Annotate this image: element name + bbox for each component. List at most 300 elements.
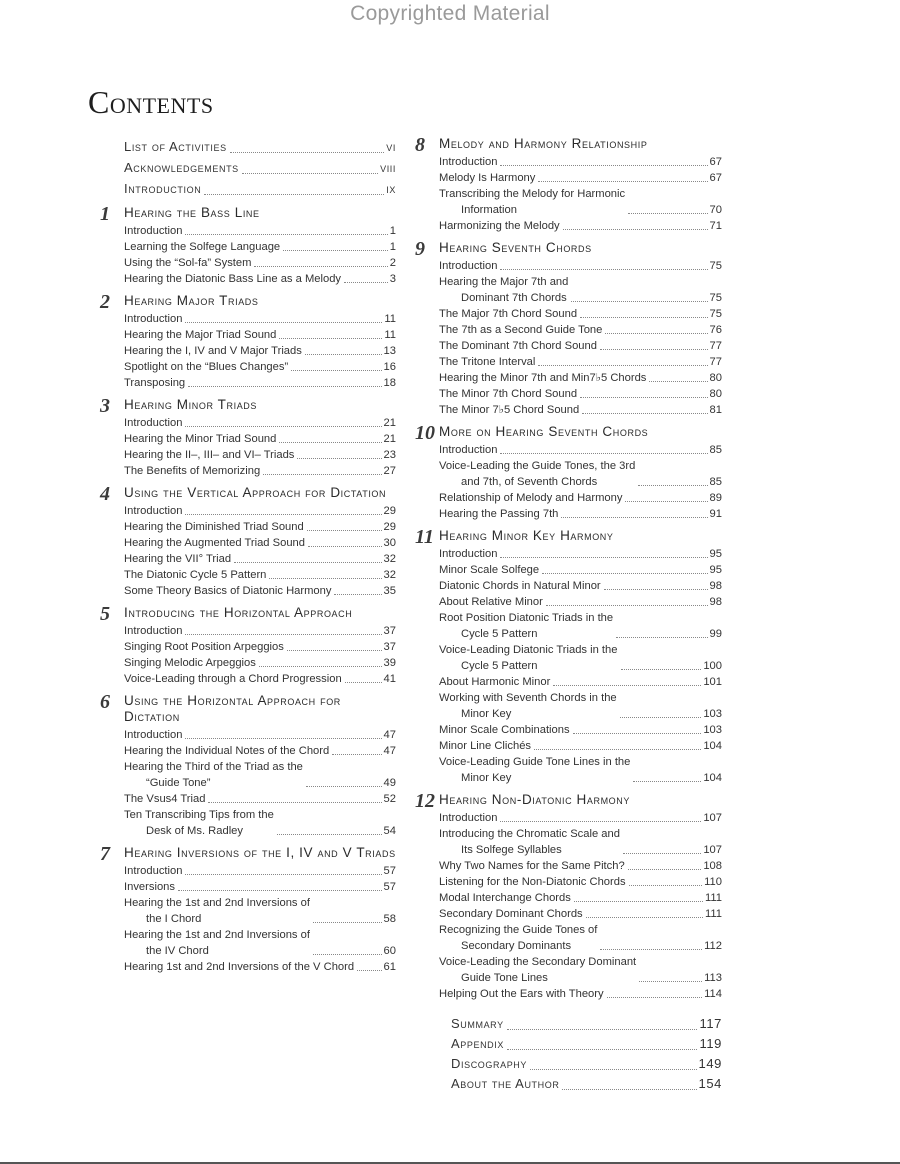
entry-page: 57 [383, 881, 396, 893]
entry-title: Summary [451, 1016, 504, 1031]
entry-page: 114 [704, 988, 722, 1000]
toc-entry[interactable] [124, 415, 396, 431]
dot-leader [500, 821, 701, 822]
toc-right-column [415, 136, 722, 1094]
dot-leader [571, 301, 707, 302]
dot-leader [553, 685, 701, 686]
dot-leader [507, 1049, 697, 1050]
entry-title: Hearing the II–, III– and VI– Triads [124, 449, 295, 461]
entry-page: 95 [709, 548, 722, 560]
dot-leader [344, 282, 388, 283]
entry-title: Hearing the Minor Triad Sound [124, 433, 277, 445]
entry-title: The Minor 7th Chord Sound [439, 388, 578, 400]
toc-entry[interactable] [124, 519, 396, 535]
dot-leader [283, 250, 388, 251]
entry-title: The Major 7th Chord Sound [439, 308, 578, 320]
dot-leader [563, 229, 708, 230]
entry-title: Hearing the Major Triad Sound [124, 329, 277, 341]
toc-entry[interactable] [439, 386, 722, 402]
entry-page: 13 [383, 345, 396, 357]
entry-title: Voice-Leading Guide Tone Lines in the Minor Key [439, 756, 631, 784]
entry-page: 29 [383, 521, 396, 533]
watermark: Copyrighted Material [350, 2, 550, 25]
dot-leader [305, 354, 382, 355]
entry-title: Introduction [439, 156, 498, 168]
dot-leader [345, 682, 382, 683]
entry-page: 76 [709, 324, 722, 336]
entry-title: Hearing the Individual Notes of the Chord [124, 745, 330, 757]
toc-entry[interactable] [439, 922, 722, 954]
dot-leader [623, 853, 701, 854]
dot-leader [500, 269, 707, 270]
entry-title: Why Two Names for the Same Pitch? [439, 860, 625, 872]
entry-page: 75 [709, 292, 722, 304]
entry-title: Voice-Leading through a Chord Progression [124, 673, 342, 685]
toc-entry[interactable] [124, 343, 396, 359]
entry-page: 67 [709, 172, 722, 184]
entry-page: 80 [709, 388, 722, 400]
dot-leader [561, 517, 707, 518]
chapter-12 [415, 792, 722, 1002]
toc-entry[interactable] [124, 463, 396, 479]
entry-page: 98 [709, 580, 722, 592]
entry-page: 99 [709, 628, 722, 640]
chapter-number: 1 [100, 203, 110, 225]
entry-page: 47 [383, 729, 396, 741]
toc-entry[interactable] [451, 1074, 722, 1094]
toc-entry[interactable] [124, 255, 396, 271]
entry-title: Hearing the Minor 7th and Min7♭5 Chords [439, 372, 647, 384]
entry-page: 104 [703, 740, 722, 752]
entry-title: Voice-Leading the Guide Tones, the 3rd and 7th, of Seventh Chords [439, 460, 636, 488]
toc-entry[interactable] [124, 583, 396, 599]
entry-title: Transcribing the Melody for Harmonic Information [439, 188, 626, 216]
entry-title: Hearing the VII° Triad [124, 553, 232, 565]
chapter-1 [100, 205, 396, 287]
entry-page: 52 [383, 793, 396, 805]
entry-title: Introduction [439, 444, 498, 456]
entry-page: 11 [384, 313, 396, 325]
dot-leader [562, 1089, 696, 1090]
toc-entry[interactable] [124, 791, 396, 807]
entry-page: 107 [703, 844, 722, 856]
toc-left-column [100, 136, 396, 981]
toc-entry[interactable] [439, 442, 722, 458]
dot-leader [582, 413, 707, 414]
dot-leader [530, 1069, 697, 1070]
toc-entry[interactable] [439, 986, 722, 1002]
toc-entry[interactable] [124, 271, 396, 287]
dot-leader [600, 349, 708, 350]
entry-title: Helping Out the Ears with Theory [439, 988, 604, 1000]
dot-leader [259, 666, 382, 667]
toc-entry[interactable] [439, 578, 722, 594]
entry-page: 101 [703, 676, 722, 688]
chapter-number: 11 [415, 526, 434, 548]
chapter-title[interactable]: Hearing Inversions of the I, IV and V Triads [124, 845, 396, 860]
dot-leader [188, 386, 381, 387]
toc-entry[interactable] [439, 170, 722, 186]
dot-leader [538, 365, 707, 366]
entry-page: 70 [709, 204, 722, 216]
entry-title: About Harmonic Minor [439, 676, 551, 688]
toc-entry[interactable] [439, 218, 722, 234]
entry-page: 71 [709, 220, 722, 232]
entry-title: Harmonizing the Melody [439, 220, 560, 232]
toc-entry[interactable] [124, 639, 396, 655]
toc-entry[interactable] [124, 431, 396, 447]
chapter-title[interactable]: Hearing Non-Diatonic Harmony [439, 792, 630, 807]
entry-page: 67 [709, 156, 722, 168]
entry-page: viii [380, 160, 396, 175]
chapter-title[interactable]: Melody and Harmony Relationship [439, 136, 648, 151]
toc-entry[interactable] [124, 863, 396, 879]
entry-title: Minor Line Clichés [439, 740, 532, 752]
dot-leader [507, 1029, 698, 1030]
toc-entry[interactable] [124, 359, 396, 375]
entry-title: Voice-Leading the Secondary Dominant Guide Tone Lines [439, 956, 637, 984]
toc-entry[interactable] [124, 136, 396, 157]
dot-leader [357, 970, 381, 971]
toc-entry[interactable] [124, 551, 396, 567]
entry-title: Spotlight on the “Blues Changes” [124, 361, 289, 373]
dot-leader [616, 637, 707, 638]
chapter-number: 9 [415, 238, 425, 260]
dot-leader [185, 514, 381, 515]
entry-page: 113 [704, 972, 722, 984]
toc-entry[interactable] [124, 178, 396, 199]
dot-leader [242, 173, 378, 174]
dot-leader [500, 453, 707, 454]
toc-entry[interactable] [124, 239, 396, 255]
entry-page: 117 [699, 1016, 722, 1031]
toc-entry[interactable] [451, 1054, 722, 1074]
entry-title: Introduction [439, 548, 498, 560]
right-chapters [415, 136, 722, 1002]
toc-entry[interactable] [439, 490, 722, 506]
dot-leader [625, 501, 707, 502]
toc-entry[interactable] [439, 322, 722, 338]
toc-entry[interactable] [124, 535, 396, 551]
entry-page: 58 [383, 913, 396, 925]
left-chapters [100, 205, 396, 975]
toc-entry[interactable] [439, 826, 722, 858]
entry-page: 75 [709, 308, 722, 320]
toc-entry[interactable] [124, 623, 396, 639]
entry-title: Hearing the I, IV and V Major Triads [124, 345, 302, 357]
chapter-2 [100, 293, 396, 391]
entry-page: 103 [703, 724, 722, 736]
toc-entry[interactable] [124, 375, 396, 391]
entry-page: 89 [709, 492, 722, 504]
entry-page: 80 [709, 372, 722, 384]
chapter-title[interactable]: Introducing the Horizontal Approach [124, 605, 353, 620]
toc-entry[interactable] [439, 354, 722, 370]
entry-page: 29 [383, 505, 396, 517]
entry-title: Singing Melodic Arpeggios [124, 657, 256, 669]
entry-page: 37 [383, 625, 396, 637]
entry-title: The Dominant 7th Chord Sound [439, 340, 597, 352]
dot-leader [234, 562, 381, 563]
entry-title: Transposing [124, 377, 186, 389]
entry-page: 54 [383, 825, 396, 837]
chapter-9 [415, 240, 722, 418]
dot-leader [291, 370, 381, 371]
chapter-number: 6 [100, 691, 110, 713]
dot-leader [308, 546, 382, 547]
entry-page: 75 [709, 260, 722, 272]
dot-leader [185, 738, 381, 739]
entry-page: 32 [383, 553, 396, 565]
entry-page: 16 [383, 361, 396, 373]
entry-page: 112 [704, 940, 722, 952]
toc-entry[interactable] [124, 223, 396, 239]
toc-entry[interactable] [439, 370, 722, 386]
entry-page: 37 [383, 641, 396, 653]
dot-leader [633, 781, 701, 782]
entry-title: Introduction [439, 260, 498, 272]
toc-entry[interactable] [124, 807, 396, 839]
toc-entry[interactable] [439, 338, 722, 354]
toc-entry[interactable] [124, 157, 396, 178]
entry-title: Inversions [124, 881, 175, 893]
entry-title: Hearing the Diminished Triad Sound [124, 521, 304, 533]
entry-page: 98 [709, 596, 722, 608]
dot-leader [607, 997, 703, 998]
toc-entry[interactable] [124, 327, 396, 343]
entry-title: Root Position Diatonic Triads in the Cycle 5 Pattern [439, 612, 614, 640]
dot-leader [542, 573, 707, 574]
dot-leader [279, 442, 381, 443]
toc-entry[interactable] [439, 458, 722, 490]
toc-entry[interactable] [451, 1014, 722, 1034]
entry-page: 11 [384, 329, 396, 341]
toc-entry[interactable] [124, 759, 396, 791]
entry-title: Learning the Solfege Language [124, 241, 281, 253]
dot-leader [573, 733, 702, 734]
entry-title: Introduction [124, 417, 183, 429]
toc-entry[interactable] [439, 506, 722, 522]
entry-page: 21 [383, 417, 396, 429]
entry-page: 107 [703, 812, 722, 824]
page-title: Contents [88, 84, 214, 120]
chapter-title[interactable]: More on Hearing Seventh Chords [439, 424, 649, 439]
front-matter [124, 136, 396, 199]
entry-page: 91 [709, 508, 722, 520]
entry-page: 149 [698, 1056, 722, 1071]
toc-entry[interactable] [124, 447, 396, 463]
dot-leader [639, 981, 702, 982]
chapter-title[interactable]: Using the Horizontal Approach for Dictation [124, 693, 341, 724]
dot-leader [185, 322, 382, 323]
dot-leader [638, 485, 707, 486]
toc-entry[interactable] [439, 738, 722, 754]
chapter-number: 2 [100, 291, 110, 313]
entry-title: Singing Root Position Arpeggios [124, 641, 284, 653]
entry-page: 1 [389, 225, 396, 237]
toc-entry[interactable] [439, 186, 722, 218]
entry-title: Secondary Dominant Chords [439, 908, 583, 920]
chapter-title[interactable]: Hearing Seventh Chords [439, 240, 592, 255]
dot-leader [307, 530, 382, 531]
toc-entry[interactable] [451, 1034, 722, 1054]
toc-entry[interactable] [439, 274, 722, 306]
entry-page: 81 [709, 404, 722, 416]
toc-entry[interactable] [124, 743, 396, 759]
back-matter [451, 1014, 722, 1094]
chapter-number: 12 [415, 790, 435, 812]
entry-title: The Vsus4 Triad [124, 793, 206, 805]
entry-page: 100 [703, 660, 722, 672]
dot-leader [628, 869, 702, 870]
dot-leader [334, 594, 381, 595]
entry-page: 3 [389, 273, 396, 285]
toc-entry[interactable] [439, 690, 722, 722]
chapter-8 [415, 136, 722, 234]
entry-title: Hearing the Passing 7th [439, 508, 559, 520]
toc-entry[interactable] [124, 959, 396, 975]
entry-page: 49 [383, 777, 396, 789]
dot-leader [263, 474, 381, 475]
entry-page: 95 [709, 564, 722, 576]
dot-leader [580, 397, 707, 398]
entry-title: Hearing the Diatonic Bass Line as a Melody [124, 273, 342, 285]
chapter-title[interactable]: Hearing Minor Triads [124, 397, 258, 412]
toc-entry[interactable] [439, 754, 722, 786]
toc-entry[interactable] [439, 306, 722, 322]
entry-page: 39 [383, 657, 396, 669]
dot-leader [306, 786, 382, 787]
toc-entry[interactable] [439, 258, 722, 274]
entry-page: 104 [703, 772, 722, 784]
toc-entry[interactable] [439, 890, 722, 906]
dot-leader [620, 717, 702, 718]
dot-leader [580, 317, 707, 318]
entry-title: Melody Is Harmony [439, 172, 536, 184]
entry-page: 47 [383, 745, 396, 757]
entry-title: Acknowledgements [124, 160, 239, 175]
toc-entry[interactable] [124, 927, 396, 959]
toc-entry[interactable] [124, 727, 396, 743]
chapter-number: 7 [100, 843, 110, 865]
chapter-number: 8 [415, 134, 425, 156]
toc-entry[interactable] [439, 954, 722, 986]
entry-page: 1 [389, 241, 396, 253]
entry-page: 18 [383, 377, 396, 389]
toc-entry[interactable] [439, 154, 722, 170]
chapter-10 [415, 424, 722, 522]
toc-entry[interactable] [124, 671, 396, 687]
entry-title: Introduction [124, 313, 183, 325]
entry-title: The Benefits of Memorizing [124, 465, 261, 477]
entry-page: 103 [703, 708, 722, 720]
toc-entry[interactable] [439, 594, 722, 610]
entry-title: Introduction [124, 181, 202, 196]
toc-entry[interactable] [124, 895, 396, 927]
entry-page: 41 [383, 673, 396, 685]
dot-leader [185, 426, 381, 427]
entry-page: 35 [383, 585, 396, 597]
entry-title: Recognizing the Guide Tones of Secondary Dominants [439, 924, 598, 952]
dot-leader [287, 650, 382, 651]
toc-entry[interactable] [439, 610, 722, 642]
toc-entry[interactable] [124, 503, 396, 519]
chapter-title[interactable]: Hearing Major Triads [124, 293, 259, 308]
toc-entry[interactable] [124, 311, 396, 327]
dot-leader [538, 181, 707, 182]
dot-leader [534, 749, 701, 750]
entry-page: 77 [709, 356, 722, 368]
dot-leader [586, 917, 703, 918]
dot-leader [546, 605, 708, 606]
dot-leader [230, 152, 385, 153]
entry-title: Hearing 1st and 2nd Inversions of the V Chord [124, 961, 355, 973]
dot-leader [277, 834, 382, 835]
toc-entry[interactable] [439, 722, 722, 738]
chapter-title[interactable]: Using the Vertical Approach for Dictation [124, 485, 387, 500]
entry-title: About the Author [451, 1076, 560, 1091]
entry-title: Introduction [124, 505, 183, 517]
entry-title: Introduction [124, 729, 183, 741]
toc-entry[interactable] [439, 810, 722, 826]
toc-entry[interactable] [439, 874, 722, 890]
toc-entry[interactable] [439, 562, 722, 578]
toc-entry[interactable] [439, 642, 722, 674]
toc-entry[interactable] [439, 906, 722, 922]
entry-page: 77 [709, 340, 722, 352]
dot-leader [332, 754, 381, 755]
chapter-title[interactable]: Hearing the Bass Line [124, 205, 260, 220]
chapter-11 [415, 528, 722, 786]
entry-page: ix [386, 181, 396, 196]
toc-entry[interactable] [439, 858, 722, 874]
toc-entry[interactable] [439, 674, 722, 690]
chapter-number: 4 [100, 483, 110, 505]
entry-page: 32 [383, 569, 396, 581]
toc-entry[interactable] [124, 879, 396, 895]
entry-title: Relationship of Melody and Harmony [439, 492, 623, 504]
chapter-6 [100, 693, 396, 839]
entry-page: 85 [709, 444, 722, 456]
dot-leader [629, 885, 703, 886]
chapter-title[interactable]: Hearing Minor Key Harmony [439, 528, 614, 543]
chapter-number: 3 [100, 395, 110, 417]
dot-leader [254, 266, 387, 267]
entry-title: The Minor 7♭5 Chord Sound [439, 404, 580, 416]
toc-entry[interactable] [124, 567, 396, 583]
entry-page: 119 [699, 1036, 722, 1051]
entry-title: Introducing the Chromatic Scale and Its Solfege Syllables [439, 828, 620, 856]
entry-title: Modal Interchange Chords [439, 892, 571, 904]
entry-title: Working with Seventh Chords in the Minor Key [439, 692, 617, 720]
entry-title: Minor Scale Combinations [439, 724, 570, 736]
entry-title: Diatonic Chords in Natural Minor [439, 580, 601, 592]
toc-entry[interactable] [439, 402, 722, 418]
entry-title: Discography [451, 1056, 527, 1071]
entry-page: vi [386, 139, 396, 154]
entry-page: 23 [383, 449, 396, 461]
dot-leader [313, 922, 382, 923]
toc-entry[interactable] [124, 655, 396, 671]
chapter-number: 10 [415, 422, 435, 444]
dot-leader [313, 954, 382, 955]
entry-title: Ten Transcribing Tips from the Desk of Ms. Radley [124, 809, 274, 837]
dot-leader [185, 634, 381, 635]
entry-title: Hearing the Augmented Triad Sound [124, 537, 305, 549]
chapter-5 [100, 605, 396, 687]
entry-page: 108 [703, 860, 722, 872]
toc-entry[interactable] [439, 546, 722, 562]
